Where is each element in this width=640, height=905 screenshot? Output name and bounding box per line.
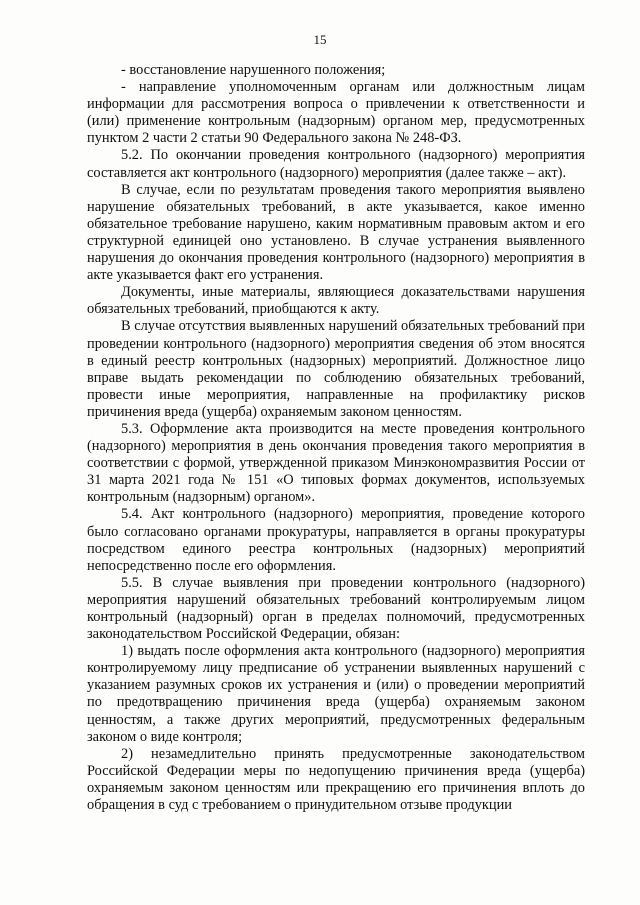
list-item-2: 2) незамедлительно принять предусмотренные законодательством Российской Федерации меры по недопущению причинения вреда (ущерба) охраняемым законом ценностям или прекращению его причинения вплоть до обращения в суд с требованием о принудительном отзыве продукции [87,745,585,814]
paragraph-5-3: 5.3. Оформление акта производится на месте проведения контрольного (надзорного) мероприятия в день окончания проведения такого мероприятия в соответствии с формой, утвержденной приказом Минэкономразвития России от 31 марта 2021 года № 151 «О типовых формах документов, используемых контрольным (надзорным) органом». [87,420,585,506]
paragraph-referral: - направление уполномоченным органам или должностным лицам информации для рассмотрения вопроса о привлечении к ответственности и (или) применение контрольным (надзорным) органом мер, предусмотренных пунктом 2 части 2 статьи 90 Федерального закона № 248-ФЗ. [87,79,585,147]
paragraph-5-4: 5.4. Акт контрольного (надзорного) мероприятия, проведение которого было согласовано органами прокуратуры, направляется в органы прокуратуры посредством единого реестра контрольных (надзорных) мероприятий непосредственно после его оформления. [87,506,585,574]
paragraph-violation-in-act: В случае, если по результатам проведения такого мероприятия выявлено нарушение обязательных требований, в акте указывается, какое именно обязательное требование нарушено, каким нормативным правовым актом и его структурной единицей оно установлено. В случае устранения выявленного нарушения до окончания проведения контрольного (надзорного) мероприятия в акте указывается факт его устранения. [87,181,585,284]
document-body [87,62,585,814]
paragraph-no-violations: В случае отсутствия выявленных нарушений обязательных требований при проведении контрольного (надзорного) мероприятия сведения об этом вносятся в единый реестр контрольных (надзорных) мероприятий. Должностное лицо вправе выдать рекомендации по соблюдению обязательных требований, провести иные мероприятия, направленные на профилактику рисков причинения вреда (ущерба) охраняемым законом ценностям. [87,318,585,420]
page-number: 15 [313,32,327,47]
paragraph-evidence-docs: Документы, иные материалы, являющиеся доказательствами нарушения обязательных требований, приобщаются к акту. [87,284,585,318]
paragraph-5-2: 5.2. По окончании проведения контрольного (надзорного) мероприятия составляется акт контрольного (надзорного) мероприятия (далее также – акт). [87,147,585,181]
paragraph-5-5: 5.5. В случае выявления при проведении контрольного (надзорного) мероприятия нарушений обязательных требований контролируемым лицом контрольный (надзорный) орган в пределах полномочий, предусмотренных законодательством Российской Федерации, обязан: [87,574,585,643]
list-item-1: 1) выдать после оформления акта контрольного (надзорного) мероприятия контролируемому лицу предписание об устранении выявленных нарушений с указанием разумных сроков их устранения и (или) о проведении мероприятий по предотвращению причинения вреда (ущерба) охраняемым законом ценностям, а также других мероприятий, предусмотренных федеральным законом о виде контроля; [87,643,585,745]
paragraph-restoration: - восстановление нарушенного положения; [121,62,386,78]
